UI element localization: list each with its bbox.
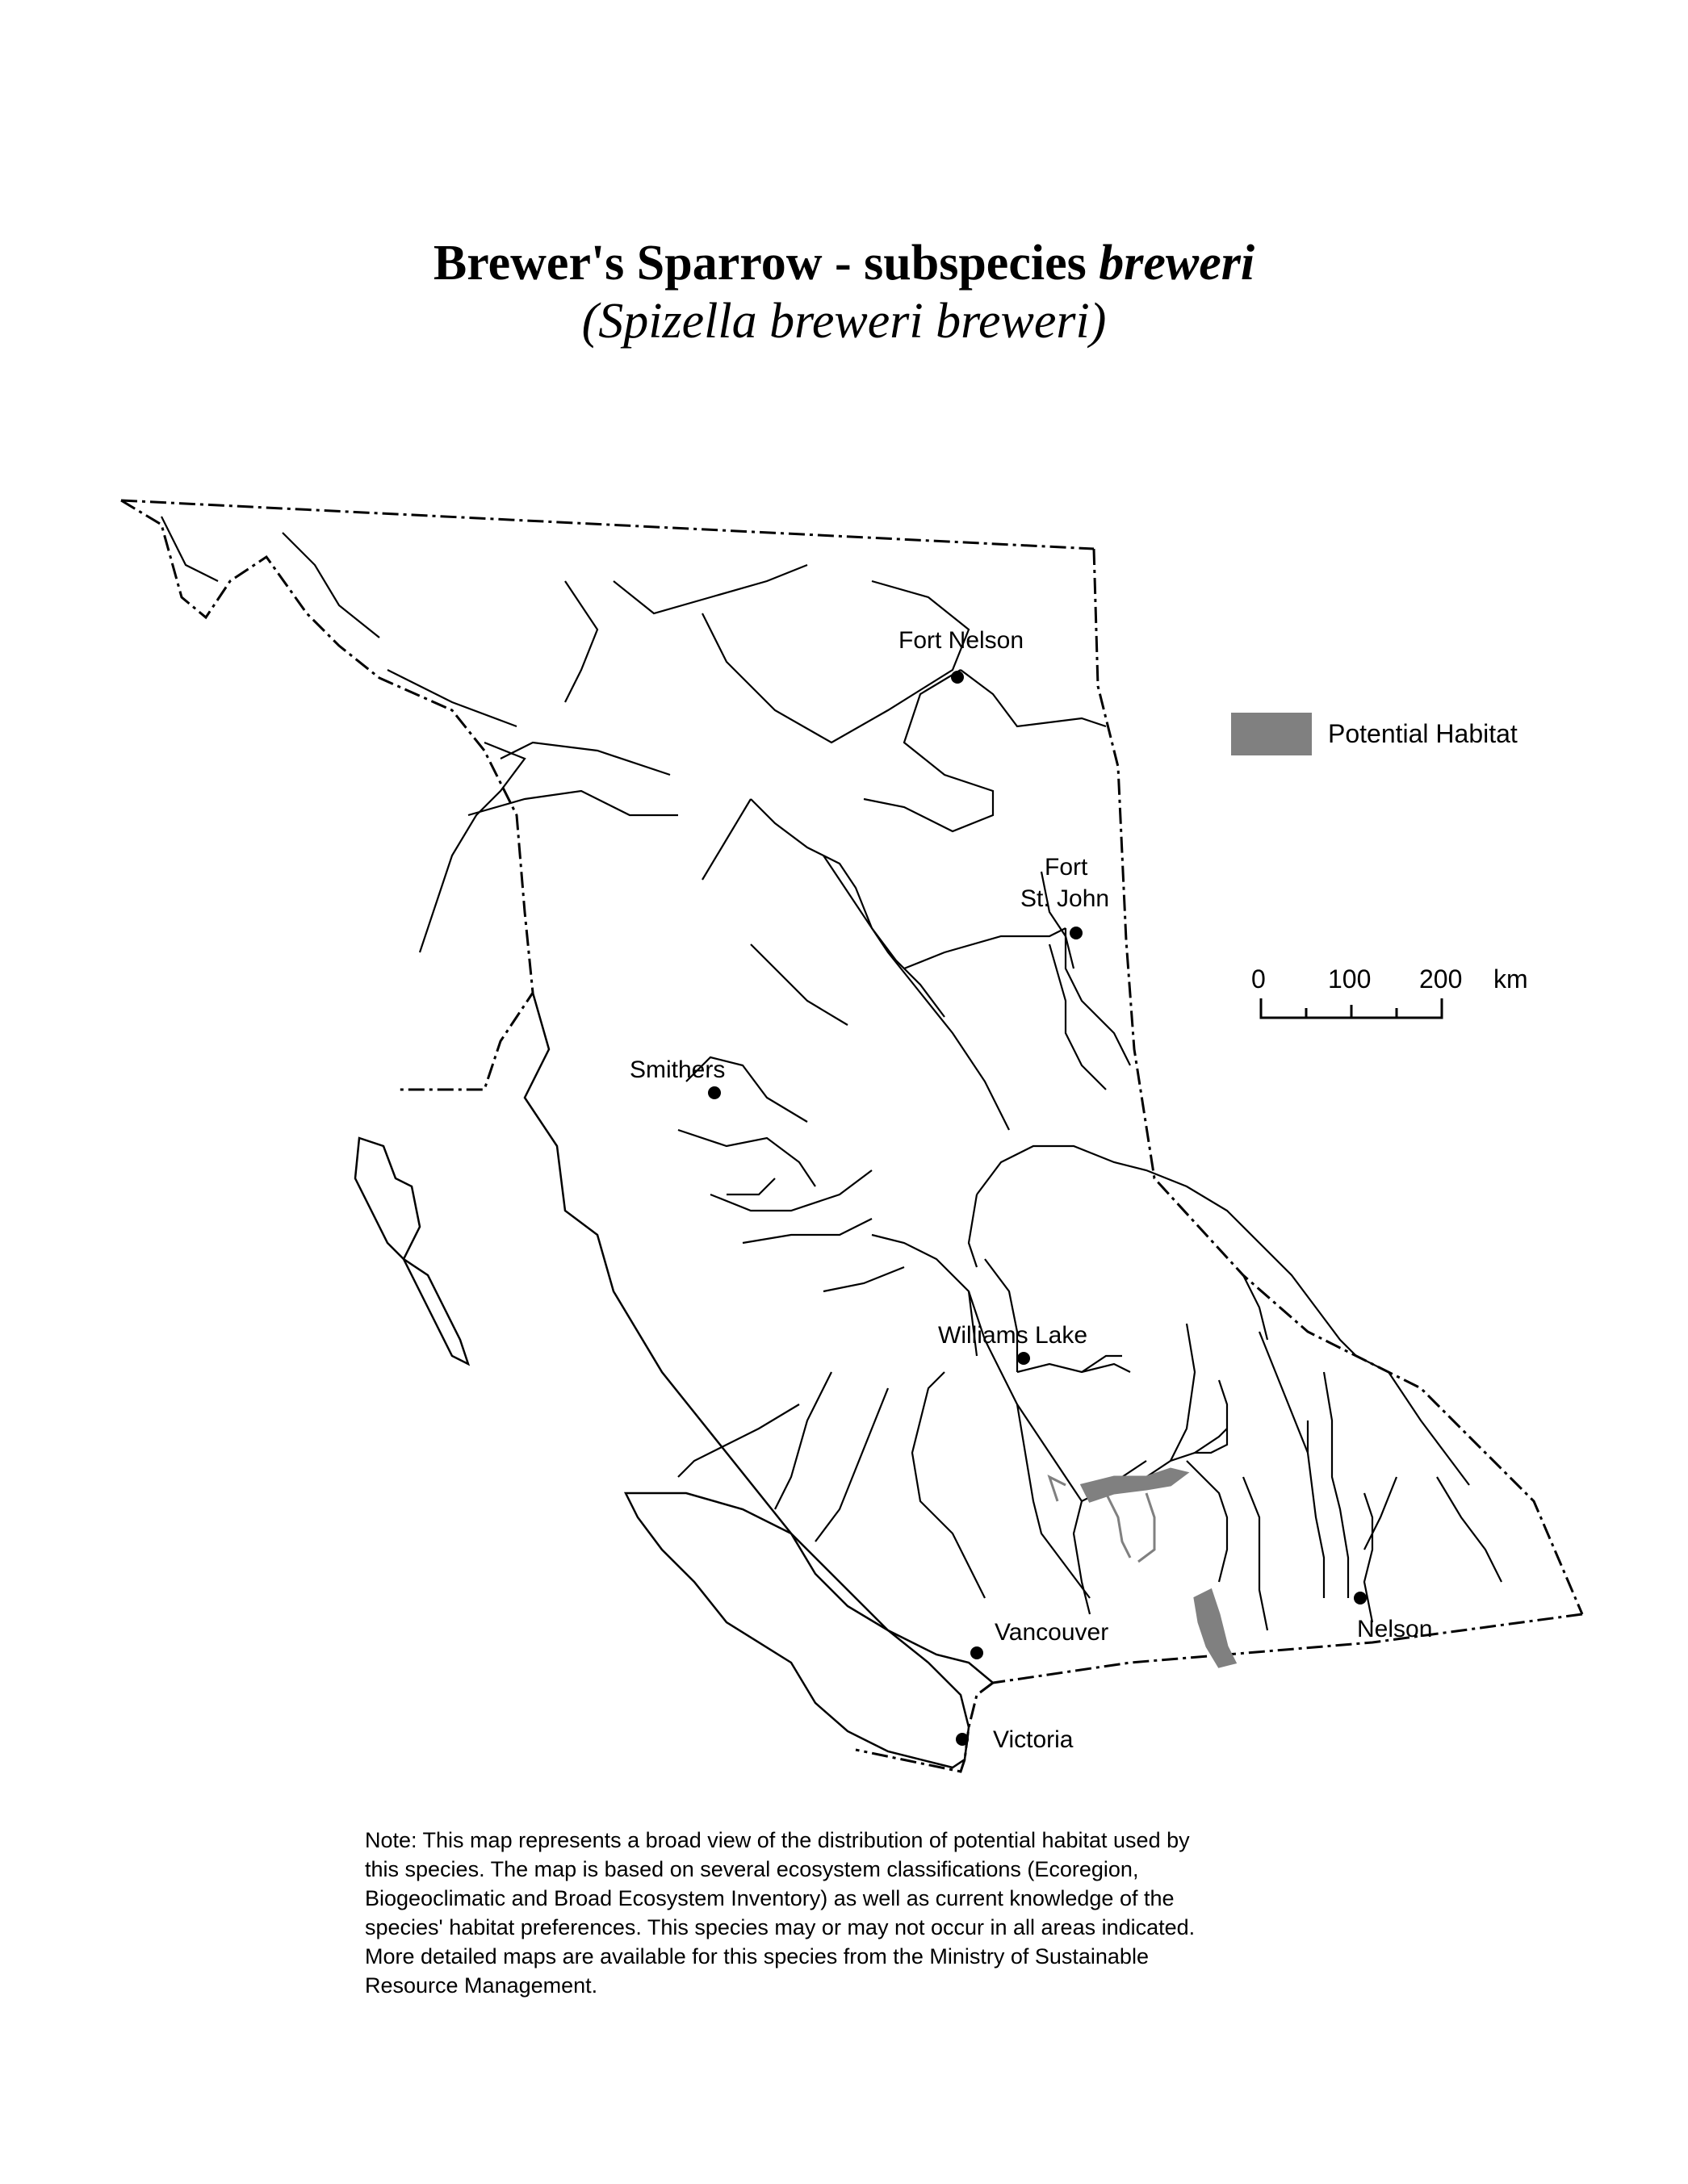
scale-tick-100: 100	[1328, 964, 1372, 994]
town-dot-smithers	[708, 1086, 721, 1099]
habitat-thompson	[1082, 1469, 1187, 1501]
haida-gwaii-north	[355, 1138, 420, 1259]
scale-bar	[1243, 964, 1528, 1021]
note-line: More detailed maps are available for this species from the Ministry of Sustainable	[365, 1944, 1149, 1969]
eastern-border	[1094, 549, 1582, 1614]
town-dot-williams-lake	[1017, 1352, 1030, 1365]
note-text	[365, 1826, 1366, 2000]
habitat-similkameen	[1138, 1493, 1154, 1562]
strait-border	[965, 1683, 993, 1759]
scale-unit: km	[1493, 964, 1528, 994]
vancouver-island	[626, 1493, 969, 1768]
label-victoria: Victoria	[993, 1726, 1074, 1753]
town-dot-fort-nelson	[951, 671, 964, 684]
town-dot-victoria	[956, 1733, 969, 1746]
label-fort-nelson: Fort Nelson	[898, 627, 1024, 654]
note-line: this species. The map is based on several ecosystem classifications (Ecoregion,	[365, 1857, 1139, 1881]
haida-gwaii-south	[404, 1259, 468, 1364]
habitat-fraser	[1049, 1477, 1066, 1501]
note-line: species' habitat preferences. This species may or may not occur in all areas indicated.	[365, 1915, 1196, 1939]
note-line: Resource Management.	[365, 1973, 598, 1998]
label-nelson: Nelson	[1357, 1616, 1433, 1642]
legend-swatch	[1231, 713, 1312, 755]
northern-border	[121, 500, 1094, 549]
note-line: Biogeoclimatic and Broad Ecosystem Inventory) as well as current knowledge of the	[365, 1886, 1175, 1910]
legend	[1231, 713, 1518, 755]
scale-tick-200: 200	[1419, 964, 1463, 994]
habitat-okanagan	[1195, 1590, 1235, 1667]
town-dot-fort-st-john	[1070, 927, 1083, 939]
province-boundary	[121, 500, 1582, 1772]
label-smithers: Smithers	[630, 1056, 726, 1083]
towns	[630, 627, 1432, 1753]
habitat-nicola	[1106, 1493, 1130, 1558]
label-fort-st-john-line1: Fort	[1045, 854, 1088, 881]
town-dot-nelson	[1354, 1592, 1367, 1605]
coastline	[355, 993, 993, 1768]
label-fort-st-john-line2: St. John	[1020, 885, 1110, 912]
note-line: Note: This map represents a broad view of the distribution of potential habitat used by	[365, 1828, 1190, 1852]
scale-tick-0: 0	[1251, 964, 1266, 994]
label-williams-lake: Williams Lake	[938, 1322, 1088, 1349]
scientific-name: (Spizella breweri breweri)	[581, 294, 1107, 349]
town-dot-vancouver	[970, 1646, 983, 1659]
map-title-text: Brewer's Sparrow - subspecies	[433, 236, 1100, 291]
juan-de-fuca-border	[856, 1750, 965, 1772]
label-vancouver: Vancouver	[995, 1619, 1109, 1646]
alaska-border	[121, 500, 533, 1090]
rivers	[161, 517, 1502, 1630]
scale-bar-graphic	[1259, 997, 1453, 1021]
legend-label: Potential Habitat	[1328, 719, 1518, 748]
map-title-subspecies: breweri	[1099, 236, 1255, 291]
